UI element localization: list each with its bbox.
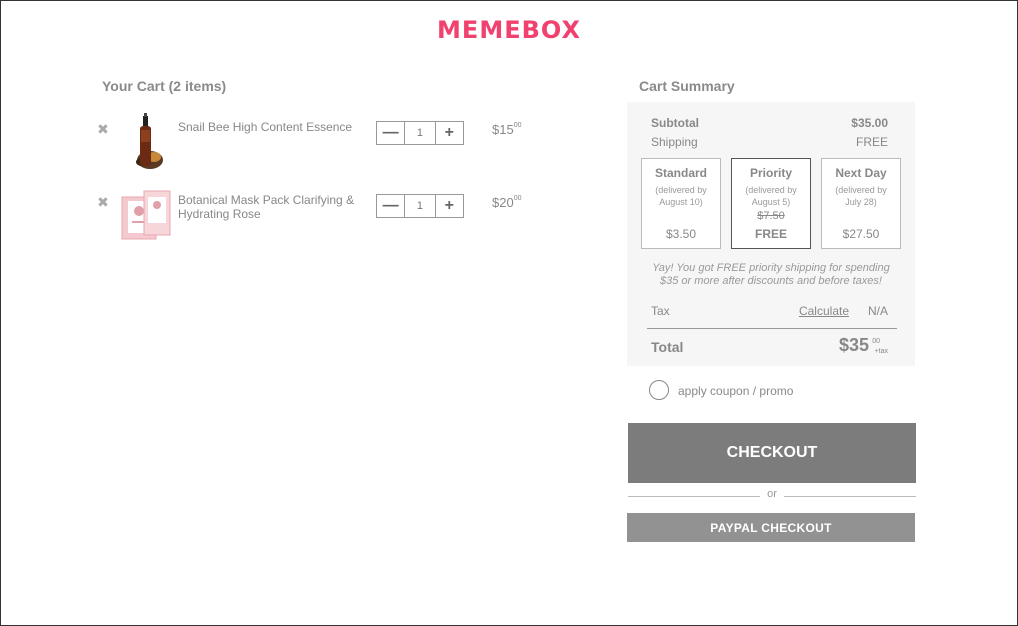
summary-divider xyxy=(647,328,897,329)
shipping-option-cost: $27.50 xyxy=(842,227,880,241)
total-label: Total xyxy=(651,339,684,355)
or-text: or xyxy=(767,488,777,500)
coupon-radio[interactable] xyxy=(649,380,669,400)
shipping-label: Shipping xyxy=(651,135,698,149)
shipping-row xyxy=(651,135,888,149)
item-price: $\$15^{00}$ xyxy=(492,121,522,137)
or-divider-left xyxy=(628,496,760,497)
total-value: $35 xyxy=(838,335,869,355)
minus-icon[interactable]: — xyxy=(382,197,399,214)
plus-icon[interactable]: + xyxy=(444,124,454,141)
shipping-option-name: Priority xyxy=(749,166,792,180)
quantity-stepper xyxy=(376,194,464,218)
shipping-option-cost: FREE xyxy=(754,227,787,241)
remove-item-icon[interactable]: ✖ xyxy=(97,121,109,137)
shipping-option-original-price: $7.50 xyxy=(757,210,785,222)
shipping-value: FREE xyxy=(855,135,888,149)
minus-icon[interactable]: — xyxy=(382,124,399,141)
cart-item xyxy=(96,120,536,182)
product-name[interactable]: Botanical Mask Pack Clarifying & Hydrating Rose xyxy=(178,193,355,221)
or-divider-right xyxy=(784,496,916,497)
free-shipping-message: Yay! You got FREE priority shipping for spending $35 or more after discounts and before taxes! xyxy=(652,262,890,287)
quantity-stepper xyxy=(376,121,464,145)
cart-summary xyxy=(627,102,915,366)
item-price: $\$20^{00}$ xyxy=(492,194,522,210)
shipping-option-delivery: (delivered by August 10) xyxy=(655,185,707,207)
tax-value: N/A xyxy=(867,304,888,318)
total-tax-note: +tax xyxy=(874,348,888,355)
quantity-value[interactable]: 1 xyxy=(404,195,435,217)
memebox-logo[interactable]: MEMEBOX xyxy=(437,16,581,44)
shipping-option-cost: $3.50 xyxy=(665,227,697,241)
total-cents: 00 xyxy=(872,338,880,345)
tax-row xyxy=(651,304,888,318)
coupon-label[interactable]: apply coupon / promo xyxy=(678,384,794,398)
quantity-value[interactable]: 1 xyxy=(404,122,435,144)
cart-item xyxy=(96,193,536,255)
subtotal-label: Subtotal xyxy=(651,116,699,130)
shipping-option-delivery: (delivered by August 5) xyxy=(745,185,797,207)
tax-label: Tax xyxy=(651,304,670,318)
shipping-option-delivery: (delivered by July 28) xyxy=(835,185,887,207)
shipping-option-name: Next Day xyxy=(835,166,887,180)
subtotal-row xyxy=(651,116,888,130)
calculate-tax-link[interactable]: Calculate xyxy=(798,304,849,318)
product-name[interactable]: Snail Bee High Content Essence xyxy=(178,120,353,134)
shipping-option-standard[interactable] xyxy=(641,158,721,249)
cart-summary-title: Cart Summary xyxy=(639,78,735,94)
plus-icon[interactable]: + xyxy=(444,197,454,214)
snail-bee-essence-image xyxy=(118,112,174,174)
botanical-mask-pack-image xyxy=(118,185,174,247)
shipping-option-name: Standard xyxy=(654,166,707,180)
shipping-option-next-day[interactable] xyxy=(821,158,901,249)
shipping-option-priority[interactable] xyxy=(731,158,811,249)
subtotal-value: $35.00 xyxy=(851,116,888,130)
paypal-checkout-button[interactable]: PAYPAL CHECKOUT xyxy=(627,513,915,542)
remove-item-icon[interactable]: ✖ xyxy=(97,194,109,210)
checkout-button[interactable]: CHECKOUT xyxy=(628,423,916,483)
cart-title: Your Cart (2 items) xyxy=(102,78,227,94)
